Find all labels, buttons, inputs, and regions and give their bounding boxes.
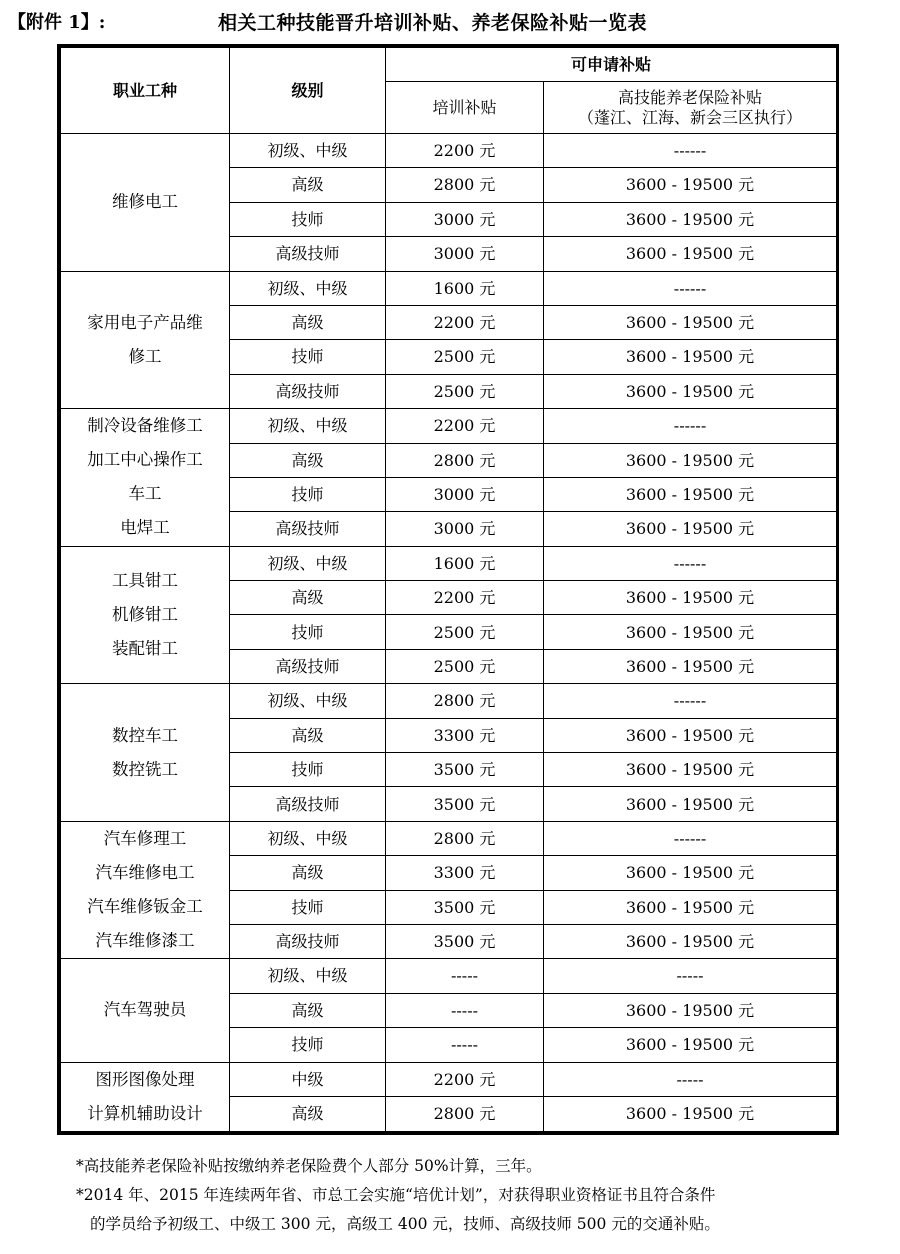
pension-cell: 3600 - 19500 元 [544, 1097, 837, 1132]
pension-cell: ------ [544, 821, 837, 855]
level-cell: 技师 [230, 202, 386, 236]
footnote-transport-line1: *2014 年、2015 年连续两年省、市总工会实施“培优计划”，对获得职业资格证书且符合条件 [76, 1186, 716, 1204]
pension-cell: 3600 - 19500 元 [544, 305, 837, 339]
job-cell [61, 271, 230, 409]
training-cell: 3300 元 [386, 856, 544, 890]
pension-cell: 3600 - 19500 元 [544, 615, 837, 649]
job-cell [61, 684, 230, 822]
footnote-transport-line2: 的学员给予初级工、中级工 300 元，高级工 400 元，技师、高级技师 500 元的交通补贴。 [90, 1215, 720, 1233]
header-level: 级别 [230, 48, 386, 134]
table-row [61, 546, 837, 580]
job-name: 电焊工 [120, 518, 170, 538]
training-cell: 2800 元 [386, 168, 544, 202]
training-cell: 2200 元 [386, 305, 544, 339]
level-cell: 技师 [230, 615, 386, 649]
job-name: 装配钳工 [112, 638, 178, 658]
pension-cell: 3600 - 19500 元 [544, 512, 837, 546]
level-cell: 初级、中级 [230, 959, 386, 993]
level-cell: 中级 [230, 1062, 386, 1097]
training-cell: 3000 元 [386, 202, 544, 236]
job-name: 汽车维修电工 [95, 863, 195, 883]
level-cell: 高级技师 [230, 787, 386, 821]
job-name: 汽车维修钣金工 [87, 897, 203, 917]
job-name: 加工中心操作工 [87, 450, 203, 470]
pension-cell: 3600 - 19500 元 [544, 993, 837, 1027]
training-cell: 3500 元 [386, 890, 544, 924]
training-cell: 2200 元 [386, 409, 544, 443]
level-cell: 高级 [230, 581, 386, 615]
level-cell: 高级技师 [230, 374, 386, 408]
title-row [8, 6, 892, 40]
level-cell: 高级 [230, 305, 386, 339]
pension-cell: 3600 - 19500 元 [544, 237, 837, 271]
level-cell: 技师 [230, 477, 386, 511]
pension-cell: 3600 - 19500 元 [544, 581, 837, 615]
job-cell [61, 1062, 230, 1131]
job-name: 汽车维修漆工 [95, 931, 195, 951]
job-cell [61, 546, 230, 684]
footnotes [72, 1152, 872, 1239]
job-cell [61, 134, 230, 272]
pension-cell: 3600 - 19500 元 [544, 477, 837, 511]
level-cell: 初级、中级 [230, 271, 386, 305]
table-row [61, 271, 837, 305]
job-cell [61, 821, 230, 959]
pension-cell: ------ [544, 546, 837, 580]
training-cell: 2800 元 [386, 1097, 544, 1132]
training-cell: 2200 元 [386, 134, 544, 168]
level-cell: 技师 [230, 753, 386, 787]
table-row [61, 959, 837, 993]
training-cell: 2200 元 [386, 581, 544, 615]
level-cell: 初级、中级 [230, 409, 386, 443]
level-cell: 高级 [230, 993, 386, 1027]
training-cell: 1600 元 [386, 271, 544, 305]
training-cell: ----- [386, 993, 544, 1027]
subsidy-table [60, 47, 837, 1132]
level-cell: 高级 [230, 168, 386, 202]
job-name: 数控车工 [112, 725, 178, 745]
pension-cell: 3600 - 19500 元 [544, 924, 837, 958]
pension-cell: ------ [544, 134, 837, 168]
training-cell: 3500 元 [386, 753, 544, 787]
training-cell: 1600 元 [386, 546, 544, 580]
level-cell: 技师 [230, 1028, 386, 1062]
table-row [61, 821, 837, 855]
job-cell [61, 959, 230, 1062]
pension-cell: 3600 - 19500 元 [544, 202, 837, 236]
footnote-pension: *高技能养老保险补贴按缴纳养老保险费个人部分 50%计算，三年。 [76, 1157, 542, 1175]
table-row [61, 409, 837, 443]
job-name: 家用电子产品维 [87, 312, 203, 332]
table-row [61, 1062, 837, 1097]
pension-cell: 3600 - 19500 元 [544, 374, 837, 408]
attachment-label: 【附件 1】: [8, 12, 106, 33]
pension-cell: 3600 - 19500 元 [544, 340, 837, 374]
page-title: 相关工种技能晋升培训补贴、养老保险补贴一览表 [218, 12, 648, 34]
job-name: 汽车驾驶员 [103, 1000, 187, 1020]
job-name: 制冷设备维修工 [87, 416, 203, 436]
pension-cell: 3600 - 19500 元 [544, 718, 837, 752]
pension-cell: ----- [544, 959, 837, 993]
job-name: 数控铣工 [112, 759, 178, 779]
training-cell: 2800 元 [386, 821, 544, 855]
header-pension-line1: 高技能养老保险补贴 [618, 88, 763, 108]
training-cell: 3000 元 [386, 237, 544, 271]
level-cell: 初级、中级 [230, 134, 386, 168]
training-cell: 3000 元 [386, 512, 544, 546]
level-cell: 高级 [230, 856, 386, 890]
pension-cell: ------ [544, 684, 837, 718]
job-name: 机修钳工 [112, 604, 178, 624]
training-cell: 3300 元 [386, 718, 544, 752]
job-name: 修工 [128, 346, 162, 366]
job-cell [61, 409, 230, 547]
training-cell: 3500 元 [386, 787, 544, 821]
pension-cell: 3600 - 19500 元 [544, 443, 837, 477]
pension-cell: 3600 - 19500 元 [544, 753, 837, 787]
level-cell: 高级 [230, 718, 386, 752]
pension-cell: ----- [544, 1062, 837, 1097]
job-name: 工具钳工 [112, 570, 178, 590]
training-cell: 2500 元 [386, 649, 544, 683]
table-row [61, 684, 837, 718]
training-cell: 2800 元 [386, 443, 544, 477]
job-name: 图形图像处理 [95, 1069, 195, 1089]
job-name: 维修电工 [112, 192, 178, 212]
level-cell: 高级技师 [230, 924, 386, 958]
training-cell: 2500 元 [386, 615, 544, 649]
training-cell: 2500 元 [386, 374, 544, 408]
training-cell: 3000 元 [386, 477, 544, 511]
table-row [61, 134, 837, 168]
level-cell: 高级技师 [230, 649, 386, 683]
level-cell: 初级、中级 [230, 684, 386, 718]
level-cell: 技师 [230, 340, 386, 374]
level-cell: 初级、中级 [230, 546, 386, 580]
pension-cell: 3600 - 19500 元 [544, 856, 837, 890]
training-cell: 2800 元 [386, 684, 544, 718]
header-pension-line2: （蓬江、江海、新会三区执行） [578, 107, 803, 127]
level-cell: 高级 [230, 1097, 386, 1132]
training-cell: 2200 元 [386, 1062, 544, 1097]
pension-cell: ------ [544, 409, 837, 443]
table-body [61, 134, 837, 1132]
level-cell: 高级 [230, 443, 386, 477]
level-cell: 高级技师 [230, 237, 386, 271]
pension-cell: 3600 - 19500 元 [544, 890, 837, 924]
pension-cell: 3600 - 19500 元 [544, 168, 837, 202]
level-cell: 初级、中级 [230, 821, 386, 855]
subsidy-table-frame [57, 44, 839, 1135]
level-cell: 高级技师 [230, 512, 386, 546]
pension-cell: 3600 - 19500 元 [544, 1028, 837, 1062]
pension-cell: 3600 - 19500 元 [544, 787, 837, 821]
header-job: 职业工种 [61, 48, 230, 134]
pension-cell: 3600 - 19500 元 [544, 649, 837, 683]
pension-cell: ------ [544, 271, 837, 305]
training-cell: 3500 元 [386, 924, 544, 958]
training-cell: ----- [386, 959, 544, 993]
job-name: 计算机辅助设计 [87, 1103, 203, 1123]
level-cell: 技师 [230, 890, 386, 924]
header-subsidy-group: 可申请补贴 [386, 48, 837, 82]
job-name: 车工 [128, 484, 162, 504]
training-cell: 2500 元 [386, 340, 544, 374]
training-cell: ----- [386, 1028, 544, 1062]
job-name: 汽车修理工 [103, 829, 187, 849]
header-pension [544, 82, 837, 134]
header-training: 培训补贴 [386, 82, 544, 134]
